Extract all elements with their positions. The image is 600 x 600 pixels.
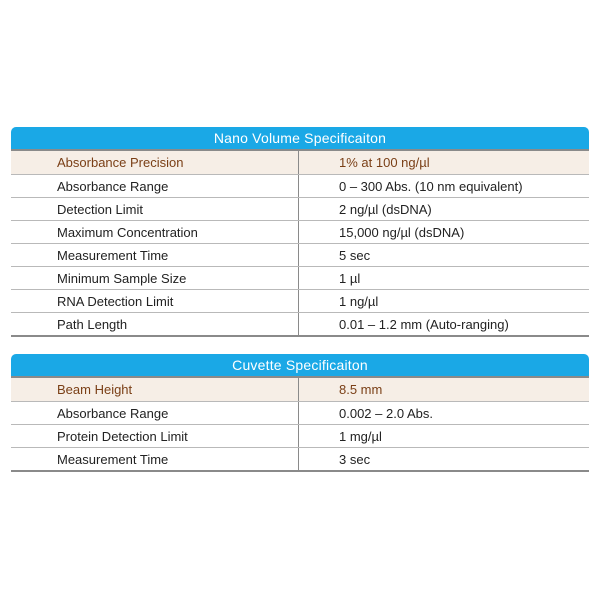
spec-label: Detection Limit	[11, 198, 299, 220]
cuvette-spec-rows	[11, 376, 589, 472]
spec-label: RNA Detection Limit	[11, 290, 299, 312]
spec-label: Measurement Time	[11, 448, 299, 470]
spec-value: 1 µl	[339, 271, 361, 286]
spec-label: Path Length	[11, 313, 299, 335]
spec-label: Measurement Time	[11, 244, 299, 266]
cuvette-spec-title: Cuvette Specificaiton	[11, 354, 589, 376]
nano-volume-spec-rows	[11, 149, 589, 337]
spec-label: Absorbance Range	[11, 175, 299, 197]
table-row	[11, 312, 589, 335]
spec-value: 8.5 mm	[339, 382, 383, 397]
spec-value: 1 ng/µl	[339, 294, 379, 309]
table-row	[11, 424, 589, 447]
nano-volume-spec-title: Nano Volume Specificaiton	[11, 127, 589, 149]
spec-label: Absorbance Precision	[11, 151, 299, 174]
spec-label: Beam Height	[11, 378, 299, 401]
table-row	[11, 447, 589, 470]
table-row	[11, 151, 589, 174]
spec-label: Protein Detection Limit	[11, 425, 299, 447]
table-row	[11, 378, 589, 401]
table-row	[11, 243, 589, 266]
table-row	[11, 220, 589, 243]
table-row	[11, 266, 589, 289]
spec-value: 1 mg/µl	[339, 429, 382, 444]
spec-value: 0.01 – 1.2 mm (Auto-ranging)	[339, 317, 509, 332]
spec-value: 0.002 – 2.0 Abs.	[339, 406, 433, 421]
spec-value: 5 sec	[339, 248, 371, 263]
spec-label: Minimum Sample Size	[11, 267, 299, 289]
table-row	[11, 289, 589, 312]
table-row	[11, 197, 589, 220]
spec-label: Absorbance Range	[11, 402, 299, 424]
nano-volume-spec-table	[11, 127, 589, 337]
spec-value: 2 ng/µl (dsDNA)	[339, 202, 432, 217]
cuvette-spec-table	[11, 354, 589, 472]
spec-value: 15,000 ng/µl (dsDNA)	[339, 225, 465, 240]
spec-value: 0 – 300 Abs. (10 nm equivalent)	[339, 179, 523, 194]
spec-label: Maximum Concentration	[11, 221, 299, 243]
spec-value: 1% at 100 ng/µl	[339, 155, 430, 170]
spec-value: 3 sec	[339, 452, 371, 467]
table-row	[11, 174, 589, 197]
table-row	[11, 401, 589, 424]
